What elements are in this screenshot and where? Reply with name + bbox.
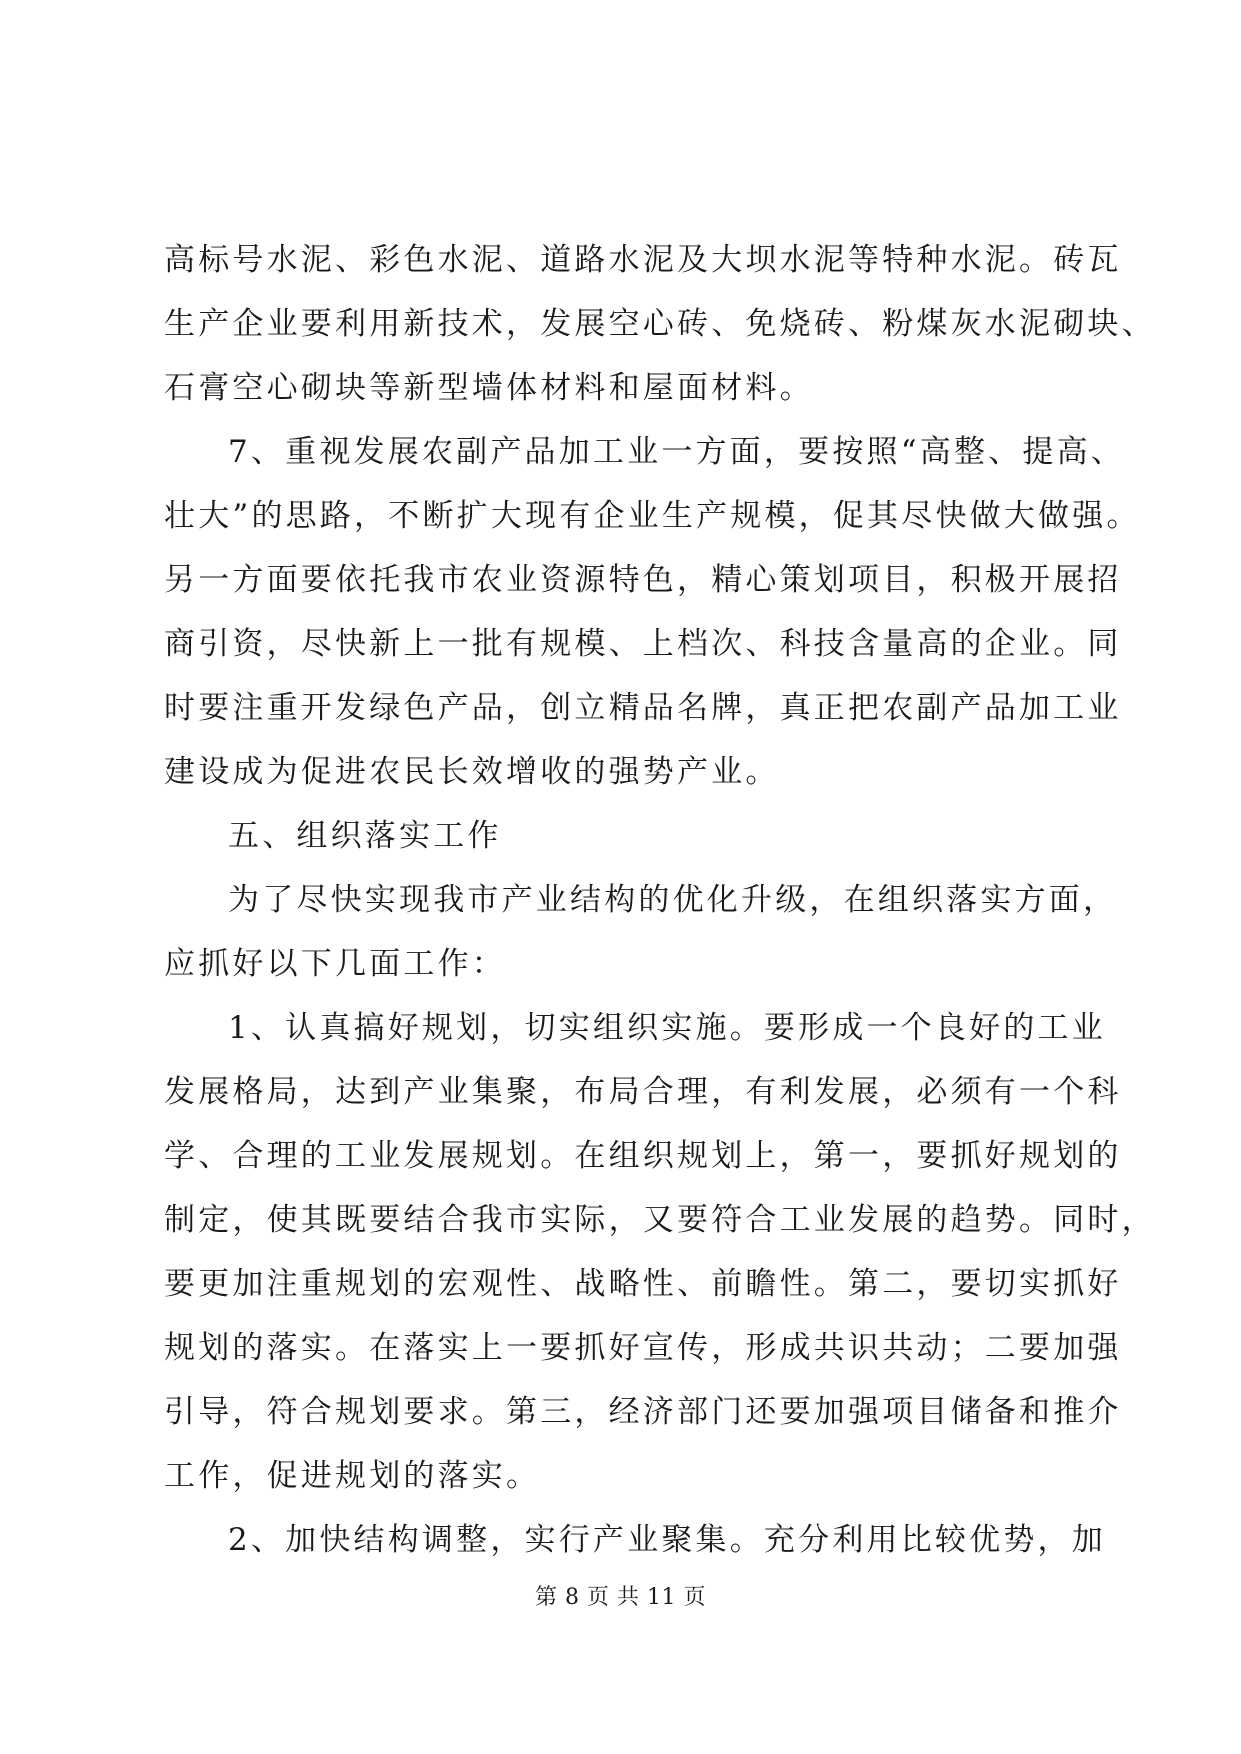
text-line: 石膏空心砌块等新型墙体材料和屋面材料。 (164, 370, 814, 406)
text-line: 商引资，尽快新上一批有规模、上档次、科技含量高的企业。同 (164, 626, 1122, 662)
text-line: 另一方面要依托我市农业资源特色，精心策划项目，积极开展招 (164, 562, 1122, 598)
text-line: 发展格局，达到产业集聚，布局合理，有利发展，必须有一个科 (164, 1074, 1122, 1110)
paragraph-start-line: 1、认真搞好规划，切实组织实施。要形成一个良好的工业 (228, 1010, 1106, 1046)
text-line: 要更加注重规划的宏观性、战略性、前瞻性。第二，要切实抓好 (164, 1266, 1122, 1302)
text-line: 制定，使其既要结合我市实际，又要符合工业发展的趋势。同时， (164, 1202, 1156, 1238)
body-text (164, 228, 1156, 1572)
text-line: 工作，促进规划的落实。 (164, 1458, 541, 1494)
text-line: 生产企业要利用新技术，发展空心砖、免烧砖、粉煤灰水泥砌块、 (164, 306, 1156, 342)
section-heading: 五、组织落实工作 (228, 818, 502, 854)
text-line: 时要注重开发绿色产品，创立精品名牌，真正把农副产品加工业 (164, 690, 1122, 726)
text-line: 建设成为促进农民长效增收的强势产业。 (164, 754, 780, 790)
paragraph-start-line: 为了尽快实现我市产业结构的优化升级，在组织落实方面， (228, 882, 1118, 918)
text-line: 应抓好以下几面工作： (164, 946, 506, 982)
paragraph-start-line: 7、重视发展农副产品加工业一方面，要按照“高整、提高、 (228, 434, 1125, 470)
page-number-footer: 第 8 页 共 11 页 (535, 1585, 706, 1610)
text-line: 规划的落实。在落实上一要抓好宣传，形成共识共动；二要加强 (164, 1330, 1122, 1366)
text-line: 高标号水泥、彩色水泥、道路水泥及大坝水泥等特种水泥。砖瓦 (164, 242, 1122, 278)
text-line: 引导，符合规划要求。第三，经济部门还要加强项目储备和推介 (164, 1394, 1122, 1430)
paragraph-start-line: 2、加快结构调整，实行产业聚集。充分利用比较优势，加 (228, 1522, 1106, 1558)
text-line: 壮大”的思路，不断扩大现有企业生产规模，促其尽快做大做强。 (164, 498, 1141, 534)
text-line: 学、合理的工业发展规划。在组织规划上，第一，要抓好规划的 (164, 1138, 1122, 1174)
